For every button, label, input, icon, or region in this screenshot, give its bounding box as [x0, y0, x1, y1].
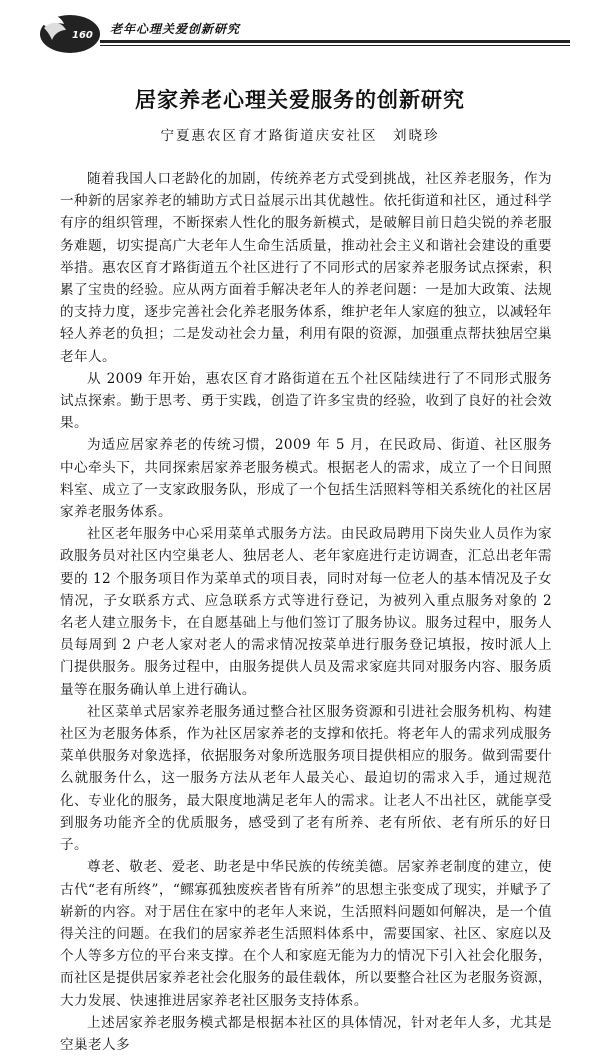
- paragraph: 社区老年服务中心采用菜单式服务方法。由民政局聘用下岗失业人员作为家政服务员对社区内空巢老人、独居老人、老年家庭进行走访调查，汇总出老年需要的 12 个服务项目作为菜单式的项目表，同时对每一位老人的基本情况及子女情况，子女联系方式、应急联系方式等进行登记，为被列入重点服务对象的 2 名老人建立服务卡，在自愿基础上与他们签订了服务协议。服务过程中，服务人员每周到 2 户老人家对老人的需求情况按菜单进行服务登记填报，按时派人上门提供服务。服务过程中，由服务提供人员及需求家庭共同对服务内容、服务质量等在服务确认单上进行确认。: [60, 526, 552, 698]
- paragraph: 尊老、敬老、爱老、助老是中华民族的传统美德。居家养老制度的建立，使古代“老有所终”，“鳏寡孤独废疾者皆有所养”的思想主张变成了现实，并赋予了崭新的内容。对于居住在家中的老年人来说，生活照料问题如何解决，是一个值得关注的问题。在我们的居家养老生活照料体系中，需要国家、社区、家庭以及个人等多方位的平台来支撑。在个人和家庭无能为力的情况下引入社会化服务，而社区是提供居家养老社会化服务的最佳载体，所以要整合社区为老服务资源，大力发展、快速推进居家养老社区服务支持体系。: [60, 859, 552, 1009]
- paragraph: 上述居家养老服务模式都是根据本社区的具体情况，针对老年人多，尤其是空巢老人多: [60, 1014, 552, 1053]
- paragraph: 从 2009 年开始，惠农区育才路街道在五个社区陆续进行了不同形式服务试点探索。勤于思考、勇于实践，创造了许多宝贵的经验，收到了良好的社会效果。: [60, 370, 552, 432]
- article-body: [60, 168, 552, 1056]
- paragraph: 为适应居家养老的传统习惯，2009 年 5 月，在民政局、街道、社区服务中心牵头下，共同探索居家养老服务模式。根据老人的需求，成立了一个日间照料室、成立了一支家政服务队，形成了一个包括生活照料等相关系统化的社区居家养老服务体系。: [60, 437, 552, 521]
- paragraph: 社区菜单式居家养老服务通过整合社区服务资源和引进社会服务机构、构建社区为老服务体系，作为社区居家养老的支撑和依托。将老年人的需求列成服务菜单供服务对象选择，依据服务对象所选服务项目提供相应的服务。做到需要什么就服务什么，这一服务方法从老年人最关心、最迫切的需求入手，通过规范化、专业化的服务，最大限度地满足老年人的需求。让老人不出社区，就能享受到服务功能齐全的优质服务，感受到了老有所养、老有所依、老有所乐的好日子。: [60, 703, 552, 854]
- header-rule-thin: [100, 45, 570, 46]
- journal-name: 老年心理关爱创新研究: [110, 22, 241, 36]
- logo-text: 160: [72, 30, 93, 41]
- article-title: 居家养老心理关爱服务的创新研究: [135, 87, 465, 112]
- bird-logo-icon: [30, 8, 102, 56]
- header-rule-thick: [100, 40, 570, 43]
- page-header: [30, 8, 575, 58]
- paragraph: 随着我国人口老龄化的加剧，传统养老方式受到挑战，社区养老服务，作为一种新的居家养老的辅助方式日益展示出其优越性。依托街道和社区，通过科学有序的组织管理，不断探索人性化的服务新模式，是破解目前日趋尖锐的养老服务难题，切实提高广大老年人生命生活质量，推动社会主义和谐社会建设的重要举措。惠农区育才路街道五个社区进行了不同形式的居家养老服务试点探索，积累了宝贵的经验。应从两方面着手解决老年人的养老问题：一是加大政策、法规的支持力度，逐步完善社会化养老服务体系，维护老年人家庭的独立，以减轻年轻人养老的负担；二是发动社会力量，利用有限的资源，加强重点帮扶独居空巢老年人。: [60, 171, 552, 365]
- article-byline: 宁夏惠农区育才路街道庆安社区 刘晓珍: [160, 128, 440, 144]
